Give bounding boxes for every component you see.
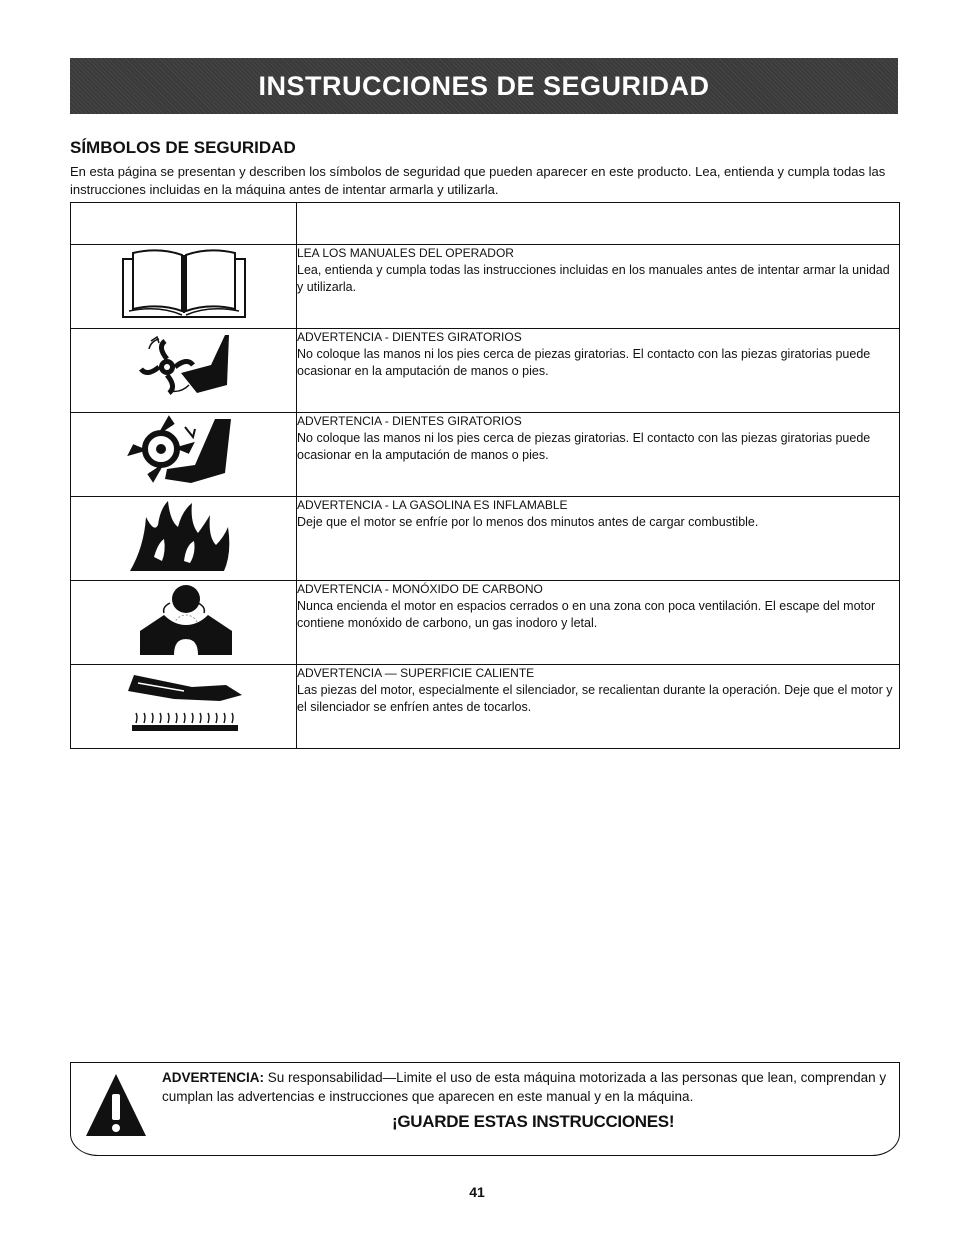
row-title: ADVERTENCIA - LA GASOLINA ES INFLAMABLE	[297, 498, 568, 512]
hot-surface-hand-icon	[114, 665, 254, 741]
table-row	[71, 497, 900, 581]
row-title: LEA LOS MANUALES DEL OPERADOR	[297, 246, 514, 260]
header-meaning-cell	[297, 203, 900, 245]
row-text: Lea, entienda y cumpla todas las instrucciones incluidas en los manuales antes de intentar armar la unidad y utilizarla.	[297, 263, 890, 294]
banner-title: INSTRUCCIONES DE SEGURIDAD	[258, 70, 710, 101]
rotating-tines-foot-icon	[119, 413, 249, 489]
section-intro: En esta página se presentan y describen los símbolos de seguridad que pueden aparecer en este producto. Lea, entienda y cumpla todas las instrucciones incluidas en la máquina antes de intentar armarla y utilizarla.	[70, 164, 886, 197]
table-row	[71, 329, 900, 413]
header-symbol-cell	[71, 203, 297, 245]
keep-instructions-heading: ¡GUARDE ESTAS INSTRUCCIONES!	[392, 1112, 675, 1131]
row-text: No coloque las manos ni los pies cerca de piezas giratorias. El contacto con las piezas giratorias puede ocasionar en la amputación de manos o pies.	[297, 347, 871, 378]
table-row	[71, 245, 900, 329]
table-row	[71, 665, 900, 749]
warning-text	[162, 1068, 887, 1106]
row-text: Deje que el motor se enfríe por lo menos dos minutos antes de cargar combustible.	[297, 515, 759, 529]
row-title: ADVERTENCIA - DIENTES GIRATORIOS	[297, 330, 522, 344]
flames-icon	[124, 497, 244, 573]
warning-body: Su responsabilidad—Limite el uso de esta máquina motorizada a las personas que lean, comprendan y cumplan las advertencias e instrucciones que aparecen en este manual y en la máquina.	[162, 1070, 887, 1104]
warning-label: ADVERTENCIA:	[162, 1070, 265, 1085]
manual-book-icon	[119, 245, 249, 321]
row-text: No coloque las manos ni los pies cerca de piezas giratorias. El contacto con las piezas giratorias puede ocasionar en la amputación de manos o pies.	[297, 431, 871, 462]
row-title: ADVERTENCIA — SUPERFICIE CALIENTE	[297, 666, 535, 680]
page-banner	[70, 58, 898, 114]
table-row	[71, 581, 900, 665]
warning-triangle-icon	[84, 1072, 148, 1138]
row-title: ADVERTENCIA - MONÓXIDO DE CARBONO	[297, 582, 543, 596]
rotating-tines-hand-icon	[129, 329, 239, 405]
page-number: 41	[469, 1184, 485, 1200]
row-text: Las piezas del motor, especialmente el silenciador, se recalientan durante la operación. Deje que el motor y el silenciador se enfríen antes de tocarlos.	[297, 683, 893, 714]
row-title: ADVERTENCIA - DIENTES GIRATORIOS	[297, 414, 522, 428]
row-text: Nunca encienda el motor en espacios cerrados o en una zona con poca ventilación. El escape del motor contiene monóxido de carbono, un gas inodoro y letal.	[297, 599, 876, 630]
section-title: SÍMBOLOS DE SEGURIDAD	[70, 138, 296, 157]
carbon-monoxide-icon	[134, 581, 234, 657]
safety-symbols-table	[70, 202, 900, 749]
table-header-row	[71, 203, 900, 245]
table-row	[71, 413, 900, 497]
